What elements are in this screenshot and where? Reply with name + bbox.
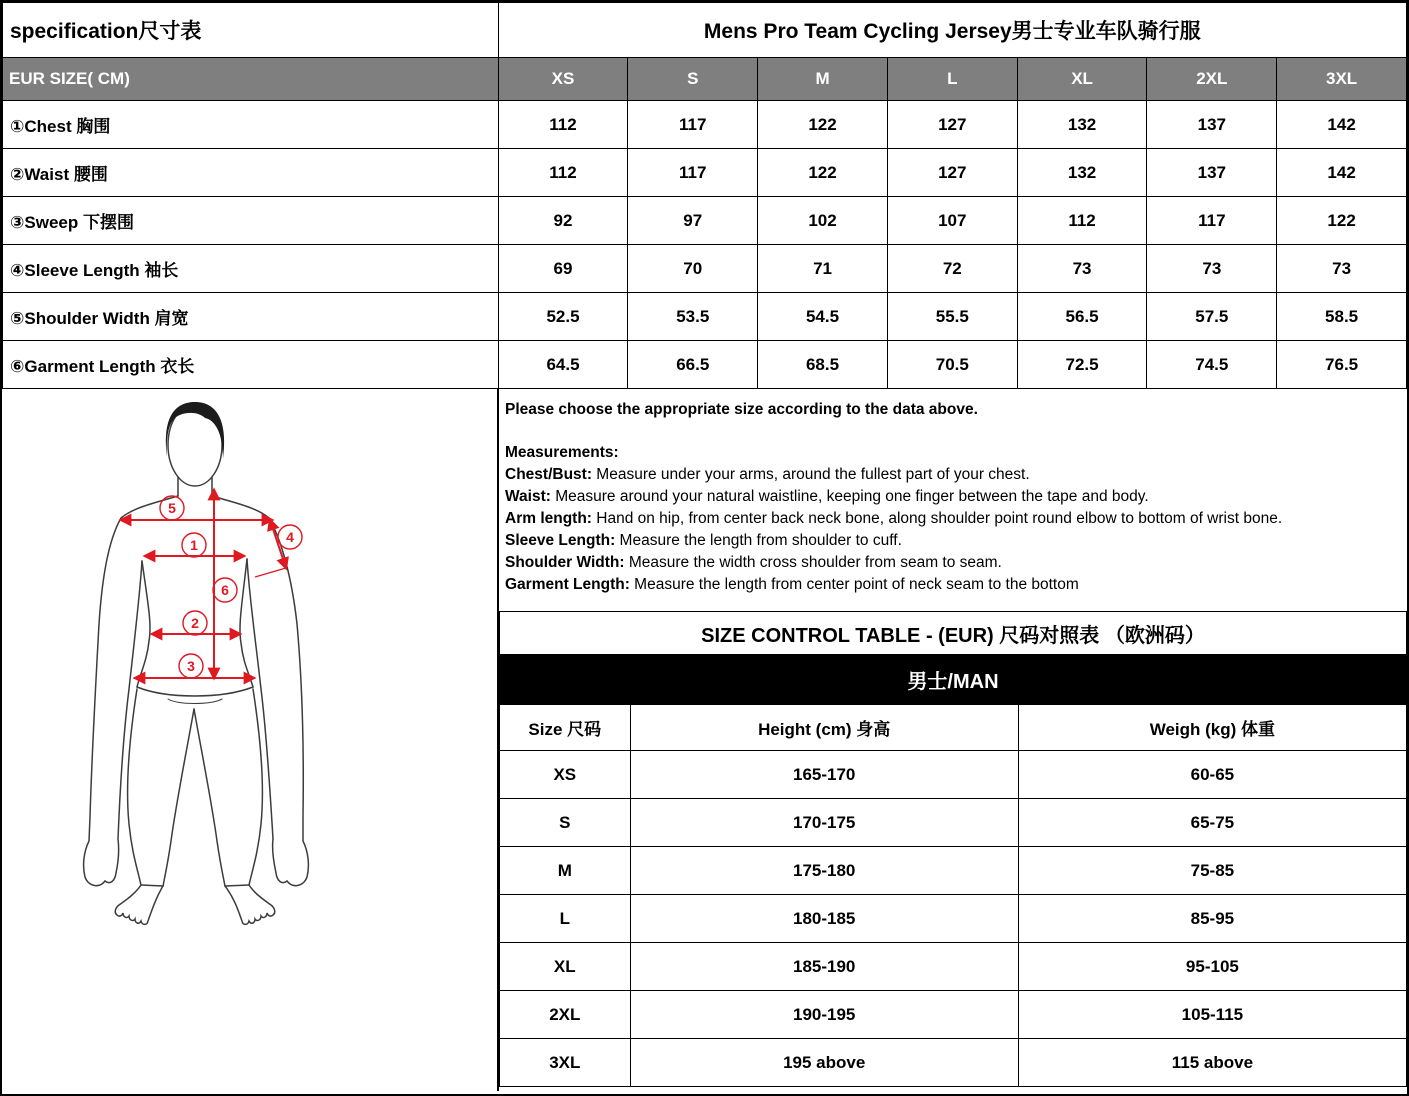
weight-cell: 75-85 bbox=[1018, 847, 1406, 895]
height-cell: 195 above bbox=[630, 1039, 1018, 1087]
note-chest-bust bbox=[505, 464, 1399, 486]
ankle-lines bbox=[141, 885, 249, 886]
row-label: ①Chest 胸围 bbox=[3, 101, 499, 149]
note-text: Measure under your arms, around the fullest part of your chest. bbox=[591, 466, 1030, 483]
spec-value: 71 bbox=[758, 245, 888, 293]
right-foot bbox=[225, 885, 275, 924]
spec-value: 137 bbox=[1147, 149, 1277, 197]
spec-value: 76.5 bbox=[1277, 341, 1407, 389]
spec-value: 55.5 bbox=[887, 293, 1017, 341]
column-header-xl: XL bbox=[1017, 58, 1147, 101]
note-sleeve-length bbox=[505, 530, 1399, 552]
weight-cell: 105-115 bbox=[1018, 991, 1406, 1039]
column-header-xs: XS bbox=[498, 58, 628, 101]
weight-cell: 60-65 bbox=[1018, 751, 1406, 799]
lower-section bbox=[2, 389, 1407, 1091]
body-figure bbox=[84, 402, 309, 924]
hair bbox=[166, 402, 224, 459]
spec-value: 54.5 bbox=[758, 293, 888, 341]
left-foot bbox=[115, 885, 163, 924]
spec-value: 122 bbox=[758, 101, 888, 149]
spec-value: 122 bbox=[1277, 197, 1407, 245]
spec-row-shoulder-width bbox=[3, 293, 1407, 341]
spec-value: 72.5 bbox=[1017, 341, 1147, 389]
row-label: ②Waist 腰围 bbox=[3, 149, 499, 197]
height-cell: 185-190 bbox=[630, 943, 1018, 991]
right-panel bbox=[499, 389, 1407, 1091]
note-text: Measure the width cross shoulder from seam to seam. bbox=[624, 554, 1002, 571]
crotch-line bbox=[168, 699, 222, 704]
size-row-xs bbox=[500, 751, 1407, 799]
spec-value: 127 bbox=[887, 101, 1017, 149]
note-text: Measure the length from shoulder to cuff. bbox=[615, 532, 902, 549]
gender-bar bbox=[500, 655, 1407, 705]
spec-row-garment-length bbox=[3, 341, 1407, 389]
spec-value: 97 bbox=[628, 197, 758, 245]
spec-value: 122 bbox=[758, 149, 888, 197]
spec-value: 112 bbox=[1017, 197, 1147, 245]
diagram-number-5: 5 bbox=[168, 500, 176, 516]
measurement-notes bbox=[499, 389, 1407, 611]
column-header-size: Size 尺码 bbox=[500, 705, 631, 751]
spec-value: 117 bbox=[628, 101, 758, 149]
spec-value: 112 bbox=[498, 149, 628, 197]
weight-cell: 65-75 bbox=[1018, 799, 1406, 847]
note-label: Waist: bbox=[505, 488, 551, 505]
row-label: ⑥Garment Length 衣长 bbox=[3, 341, 499, 389]
spec-sheet-label: specification尺寸表 bbox=[3, 3, 499, 58]
spec-value: 68.5 bbox=[758, 341, 888, 389]
spec-value: 58.5 bbox=[1277, 293, 1407, 341]
spec-value: 66.5 bbox=[628, 341, 758, 389]
size-control-table bbox=[499, 611, 1407, 1087]
left-leg-inner bbox=[163, 709, 194, 886]
column-header-3xl: 3XL bbox=[1277, 58, 1407, 101]
size-advice-text: Please choose the appropriate size according to the data above. bbox=[505, 401, 978, 418]
note-waist bbox=[505, 486, 1399, 508]
height-cell: 180-185 bbox=[630, 895, 1018, 943]
size-cell: M bbox=[500, 847, 631, 895]
spec-value: 53.5 bbox=[628, 293, 758, 341]
spec-value: 112 bbox=[498, 101, 628, 149]
spec-row-waist bbox=[3, 149, 1407, 197]
size-control-title-row bbox=[500, 612, 1407, 655]
diagram-number-1: 1 bbox=[190, 537, 198, 553]
diagram-number-2: 2 bbox=[191, 615, 199, 631]
gender-bar-label: 男士/MAN bbox=[500, 655, 1407, 705]
spec-value: 73 bbox=[1277, 245, 1407, 293]
note-shoulder-width bbox=[505, 552, 1399, 574]
column-header-2xl: 2XL bbox=[1147, 58, 1277, 101]
spec-row-chest bbox=[3, 101, 1407, 149]
note-text: Hand on hip, from center back neck bone, along shoulder point round elbow to bottom of wrist bone. bbox=[591, 510, 1283, 527]
note-label: Shoulder Width: bbox=[505, 554, 625, 571]
left-leg-outer bbox=[128, 689, 141, 885]
spec-value: 73 bbox=[1147, 245, 1277, 293]
size-row-xl bbox=[500, 943, 1407, 991]
size-row-s bbox=[500, 799, 1407, 847]
body-measurement-diagram bbox=[2, 389, 497, 1089]
note-text: Measure the length from center point of neck seam to the bottom bbox=[629, 576, 1079, 593]
spec-value: 107 bbox=[887, 197, 1017, 245]
spec-value: 56.5 bbox=[1017, 293, 1147, 341]
spec-value: 92 bbox=[498, 197, 628, 245]
size-cell: 3XL bbox=[500, 1039, 631, 1087]
size-row-m bbox=[500, 847, 1407, 895]
size-row-2xl bbox=[500, 991, 1407, 1039]
size-row-l bbox=[500, 895, 1407, 943]
size-cell: S bbox=[500, 799, 631, 847]
spec-value: 142 bbox=[1277, 149, 1407, 197]
column-header-weight: Weigh (kg) 体重 bbox=[1018, 705, 1406, 751]
row-label: ④Sleeve Length 袖长 bbox=[3, 245, 499, 293]
spec-value: 117 bbox=[628, 149, 758, 197]
measurement-numbers bbox=[168, 500, 294, 674]
size-cell: XS bbox=[500, 751, 631, 799]
size-row-3xl bbox=[500, 1039, 1407, 1087]
spec-value: 102 bbox=[758, 197, 888, 245]
column-header-s: S bbox=[628, 58, 758, 101]
elbow-pointer-line bbox=[255, 568, 286, 577]
spec-value: 127 bbox=[887, 149, 1017, 197]
body-diagram-panel bbox=[2, 389, 499, 1091]
spec-value: 70.5 bbox=[887, 341, 1017, 389]
row-label: ③Sweep 下摆围 bbox=[3, 197, 499, 245]
diagram-number-6: 6 bbox=[221, 582, 229, 598]
note-label: Chest/Bust: bbox=[505, 466, 592, 483]
spec-value: 137 bbox=[1147, 101, 1277, 149]
spec-table bbox=[2, 2, 1407, 389]
column-header-m: M bbox=[758, 58, 888, 101]
weight-cell: 115 above bbox=[1018, 1039, 1406, 1087]
weight-cell: 85-95 bbox=[1018, 895, 1406, 943]
spec-value: 132 bbox=[1017, 149, 1147, 197]
note-label: Arm length: bbox=[505, 510, 592, 527]
product-title: Mens Pro Team Cycling Jersey男士专业车队骑行服 bbox=[498, 3, 1406, 58]
note-label: Sleeve Length: bbox=[505, 532, 616, 549]
spec-value: 72 bbox=[887, 245, 1017, 293]
note-arm-length bbox=[505, 508, 1399, 530]
spec-value: 117 bbox=[1147, 197, 1277, 245]
row-label: ⑤Shoulder Width 肩宽 bbox=[3, 293, 499, 341]
size-control-title: SIZE CONTROL TABLE - (EUR) 尺码对照表 （欧洲码） bbox=[500, 612, 1407, 655]
note-garment-length bbox=[505, 574, 1399, 596]
size-control-header-row bbox=[500, 705, 1407, 751]
column-header-eur-size: EUR SIZE( CM) bbox=[3, 58, 499, 101]
spec-value: 57.5 bbox=[1147, 293, 1277, 341]
title-row bbox=[3, 3, 1407, 58]
right-leg-outer bbox=[249, 689, 262, 885]
note-label: Garment Length: bbox=[505, 576, 630, 593]
spec-value: 142 bbox=[1277, 101, 1407, 149]
torso-right bbox=[240, 559, 253, 687]
note-text: Measure around your natural waistline, keeping one finger between the tape and body. bbox=[550, 488, 1149, 505]
spec-value: 64.5 bbox=[498, 341, 628, 389]
size-cell: 2XL bbox=[500, 991, 631, 1039]
spec-value: 74.5 bbox=[1147, 341, 1277, 389]
size-cell: XL bbox=[500, 943, 631, 991]
diagram-number-4: 4 bbox=[286, 529, 294, 545]
spec-value: 52.5 bbox=[498, 293, 628, 341]
spec-value: 132 bbox=[1017, 101, 1147, 149]
height-cell: 190-195 bbox=[630, 991, 1018, 1039]
height-cell: 165-170 bbox=[630, 751, 1018, 799]
column-header-height: Height (cm) 身高 bbox=[630, 705, 1018, 751]
measurements-heading: Measurements: bbox=[505, 444, 619, 461]
spec-value: 73 bbox=[1017, 245, 1147, 293]
left-arm bbox=[84, 496, 178, 886]
torso-left bbox=[137, 561, 150, 687]
spec-value: 70 bbox=[628, 245, 758, 293]
column-header-l: L bbox=[887, 58, 1017, 101]
waistband bbox=[137, 687, 253, 696]
spec-row-sleeve-length bbox=[3, 245, 1407, 293]
size-header-row bbox=[3, 58, 1407, 101]
spec-value: 69 bbox=[498, 245, 628, 293]
weight-cell: 95-105 bbox=[1018, 943, 1406, 991]
diagram-number-3: 3 bbox=[187, 658, 195, 674]
right-leg-inner bbox=[194, 709, 225, 886]
height-cell: 170-175 bbox=[630, 799, 1018, 847]
height-cell: 175-180 bbox=[630, 847, 1018, 895]
size-cell: L bbox=[500, 895, 631, 943]
spec-row-sweep bbox=[3, 197, 1407, 245]
